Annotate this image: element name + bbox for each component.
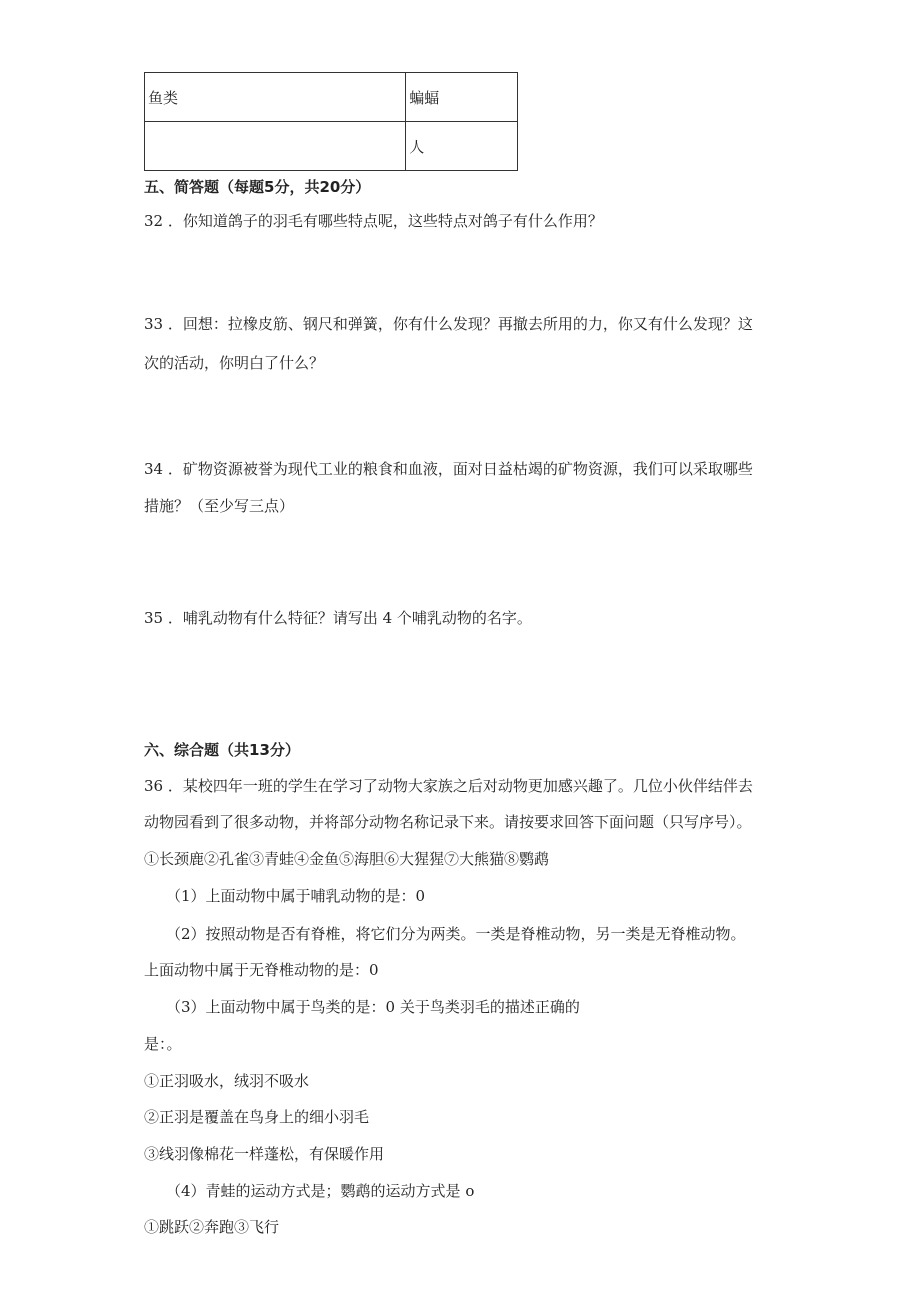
animal-classification-table — [144, 72, 518, 171]
section-heading-comprehensive: 六、综合题（共13分） — [144, 741, 300, 759]
table-cell — [145, 122, 406, 171]
question-34-line1: 34 ．矿物资源被誉为现代工业的粮食和血液，面对日益枯竭的矿物资源，我们可以采取哪些 — [144, 460, 753, 478]
sub-question-2-line2: 上面动物中属于无脊椎动物的是：0 — [144, 961, 379, 979]
sub-question-1: （1）上面动物中属于哺乳动物的是：0 — [166, 887, 426, 905]
movement-options: ①跳跃②奔跑③飞行 — [144, 1218, 280, 1236]
table-row — [145, 122, 518, 171]
sub-question-3-line1: （3）上面动物中属于鸟类的是：0 关于鸟类羽毛的描述正确的 — [166, 998, 580, 1016]
table-row — [145, 73, 518, 122]
option-2: ②正羽是覆盖在鸟身上的细小羽毛 — [144, 1108, 370, 1126]
table-cell: 鱼类 — [145, 73, 406, 122]
question-34-line2: 措施？（至少写三点） — [144, 497, 295, 515]
section-heading-short-answer: 五、简答题（每题5分，共20分） — [144, 178, 371, 196]
table-cell: 人 — [406, 122, 518, 171]
option-3: ③线羽像棉花一样蓬松，有保暖作用 — [144, 1145, 385, 1163]
question-33-line1: 33 ．回想：拉橡皮筋、钢尺和弹簧，你有什么发现？再撤去所用的力，你又有什么发现？这 — [144, 315, 753, 333]
question-36-line2: 动物园看到了很多动物，并将部分动物名称记录下来。请按要求回答下面问题（只写序号）。 — [144, 813, 752, 831]
question-35: 35 ．哺乳动物有什么特征？请写出 4 个哺乳动物的名字。 — [144, 609, 532, 627]
sub-question-3-line2: 是：。 — [144, 1035, 182, 1053]
animal-list: ①长颈鹿②孔雀③青蛙④金鱼⑤海胆⑥大猩猩⑦大熊猫⑧鹦鹉 — [144, 850, 550, 868]
sub-question-2-line1: （2）按照动物是否有脊椎，将它们分为两类。一类是脊椎动物，另一类是无脊椎动物。 — [166, 925, 746, 943]
sub-question-4: （4）青蛙的运动方式是；鹦鹉的运动方式是 o — [166, 1182, 475, 1200]
question-33-line2: 次的活动，你明白了什么？ — [144, 354, 325, 372]
table-cell: 蝙蝠 — [406, 73, 518, 122]
question-36-line1: 36 ．某校四年一班的学生在学习了动物大家族之后对动物更加感兴趣了。几位小伙伴结伴去 — [144, 777, 753, 795]
option-1: ①正羽吸水，绒羽不吸水 — [144, 1072, 310, 1090]
question-32: 32 ．你知道鸽子的羽毛有哪些特点呢，这些特点对鸽子有什么作用？ — [144, 212, 603, 230]
